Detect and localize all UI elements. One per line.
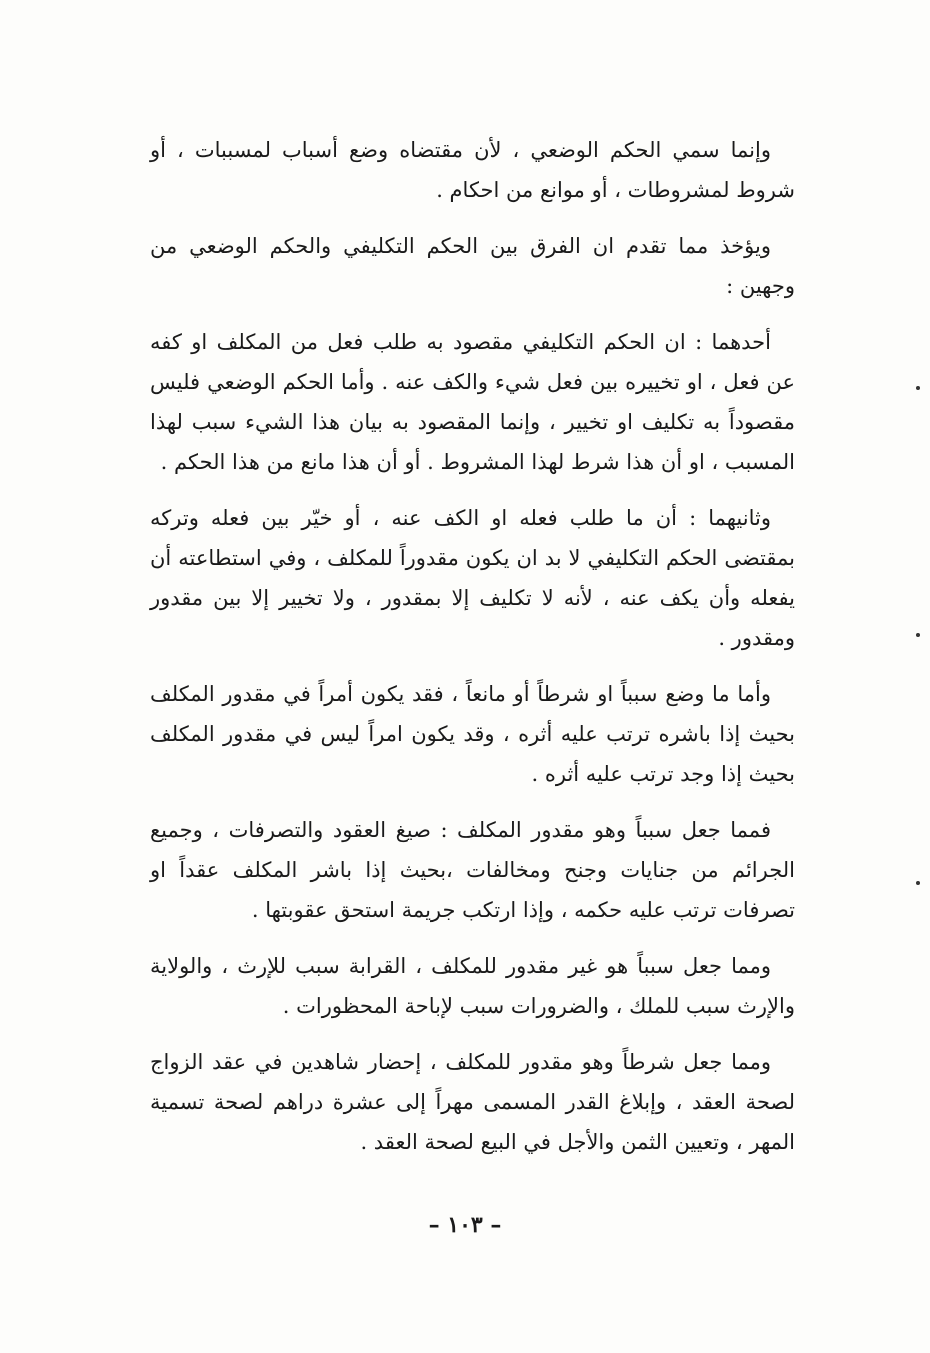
paragraph-4: وثانيهما : أن ما طلب فعله او الكف عنه ، أو خيّر بين فعله وتركه بمقتضى الحكم التكليفي لا بد ان يكون مقدوراً للمكلف ، وفي استطاعته أن يفعله وأن يكف عنه ، لأنه لا تكليف إلا بمقدور ، ولا تخيير إلا بين مقدور ومقدور .: [150, 506, 795, 650]
paragraph-6: فمما جعل سبباً وهو مقدور المكلف : صيغ العقود والتصرفات ، وجميع الجرائم من جنايات وجنح ومخالفات ،بحيث إذا باشر المكلف عقداً او تصرفات ترتب عليه حكمه ، وإذا ارتكب جريمة استحق عقوبتها .: [150, 818, 795, 922]
paragraph-8: ومما جعل شرطاً وهو مقدور للمكلف ، إحضار شاهدين في عقد الزواج لصحة العقد ، وإبلاغ القدر المسمى مهراً إلى عشرة دراهم لصحة تسمية المهر ، وتعيين الثمن والأجل في البيع لصحة العقد .: [150, 1050, 795, 1154]
paragraph-1: وإنما سمي الحكم الوضعي ، لأن مقتضاه وضع أسباب لمسببات ، أو شروط لمشروطات ، أو موانع من احكام .: [150, 138, 795, 202]
paragraph-5: وأما ما وضع سبباً او شرطاً أو مانعاً ، فقد يكون أمراً في مقدور المكلف بحيث إذا باشره ترتب عليه أثره ، وقد يكون امراً ليس في مقدور المكلف بحيث إذا وجد ترتب عليه أثره .: [150, 682, 795, 786]
page-number: – ١٠٣ –: [428, 1212, 502, 1238]
paragraph-7: ومما جعل سبباً هو غير مقدور للمكلف ، القرابة سبب للإرث ، والولاية والإرث سبب للملك ، والضرورات سبب لإباحة المحظورات .: [150, 954, 795, 1018]
paragraph-2: ويؤخذ مما تقدم ان الفرق بين الحكم التكليفي والحكم الوضعي من وجهين :: [150, 234, 795, 298]
margin-dot: [916, 386, 920, 390]
paragraph-3: أحدهما : ان الحكم التكليفي مقصود به طلب فعل من المكلف او كفه عن فعل ، او تخييره بين فعل شيء والكف عنه . وأما الحكم الوضعي فليس مقصوداً به تكليف او تخيير ، وإنما المقصود به بيان هذا الشيء سبب لهذا المسبب ، او أن هذا شرط لهذا المشروط . أو أن هذا مانع من هذا الحكم .: [150, 330, 795, 474]
margin-dot: [916, 633, 920, 637]
body-text: [150, 130, 795, 1178]
margin-dot: [916, 881, 920, 885]
